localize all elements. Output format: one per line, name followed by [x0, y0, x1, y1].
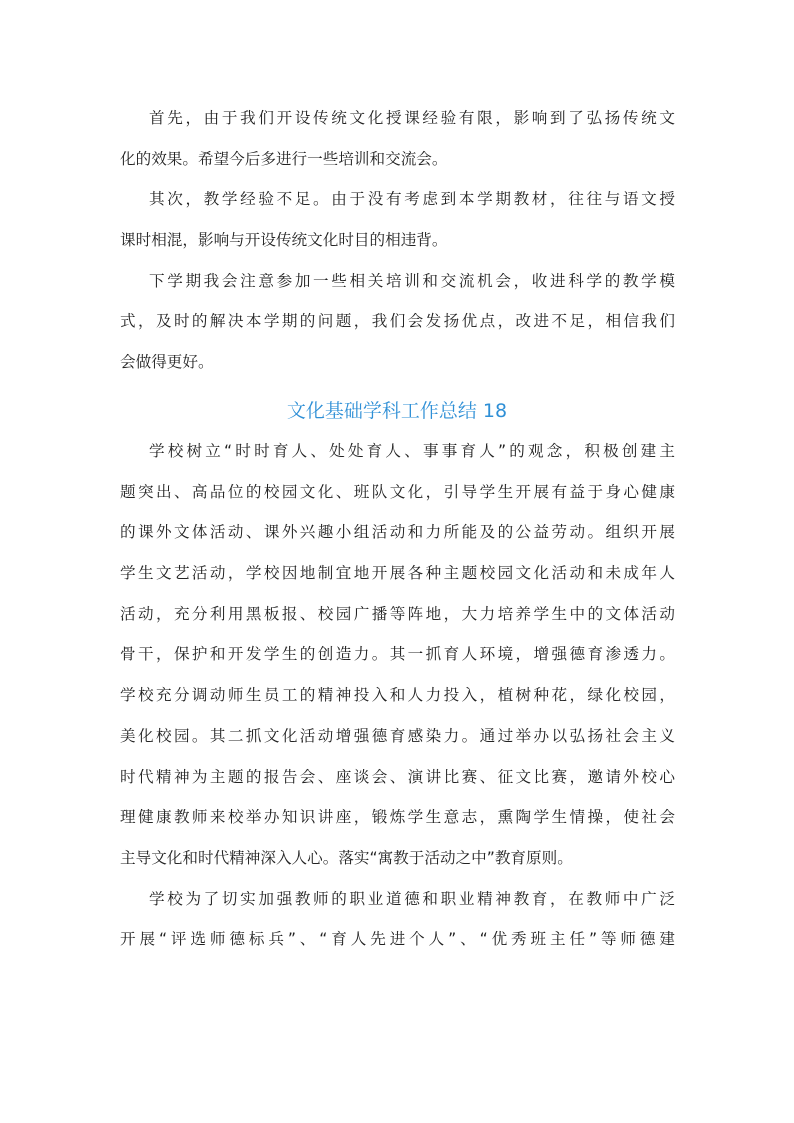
- paragraph-line: 化的效果。希望今后多进行一些培训和交流会。: [120, 149, 448, 168]
- paragraph: [120, 261, 675, 383]
- paragraph-line: 学生文艺活动，学校因地制宜地开展各种主题校园文化活动和未成年人: [120, 564, 675, 583]
- paragraph-line: 主导文化和时代精神深入人心。落实“寓教于活动之中”教育原则。: [120, 848, 573, 867]
- paragraph-line: 式，及时的解决本学期的问题，我们会发扬优点，改进不足，相信我们: [120, 312, 675, 331]
- paragraph: [120, 431, 675, 879]
- paragraph-line: 首先，由于我们开设传统文化授课经验有限，影响到了弘扬传统文: [149, 109, 675, 127]
- paragraph-line: 题突出、高品位的校园文化、班队文化，引导学生开展有益于身心健康: [120, 482, 675, 501]
- paragraph-line: 的课外文体活动、课外兴趣小组活动和力所能及的公益劳动。组织开展: [120, 523, 675, 542]
- paragraph: [120, 98, 675, 179]
- paragraph-line: 理健康教师来校举办知识讲座，锻炼学生意志，熏陶学生情操，使社会: [120, 808, 675, 827]
- section-heading: 文化基础学科工作总结 18: [286, 400, 508, 422]
- paragraph-line: 美化校园。其二抓文化活动增强德育感染力。通过举办以弘扬社会主义: [120, 726, 675, 745]
- paragraph-line: 学校树立“时时育人、处处育人、事事育人”的观念，积极创建主: [149, 442, 675, 460]
- paragraph: [120, 179, 675, 260]
- paragraph-line: 下学期我会注意参加一些相关培训和交流机会，收进科学的教学模: [149, 271, 675, 290]
- paragraph-line: 时代精神为主题的报告会、座谈会、演讲比赛、征文比赛，邀请外校心: [120, 767, 675, 786]
- paragraph-line: 活动，充分利用黑板报、校园广播等阵地，大力培养学生中的文体活动: [120, 604, 675, 623]
- paragraph-line: 学校充分调动师生员工的精神投入和人力投入，植树种花，绿化校园，: [120, 686, 675, 705]
- paragraph-line: 骨干，保护和开发学生的创造力。其一抓育人环境，增强德育渗透力。: [120, 645, 675, 664]
- paragraph-line: 课时相混，影响与开设传统文化时目的相违背。: [120, 231, 448, 250]
- paragraph-line: 会做得更好。: [120, 353, 214, 372]
- paragraph: [120, 879, 675, 960]
- top-section: [120, 98, 675, 383]
- paragraph-line: 学校为了切实加强教师的职业道德和职业精神教育，在教师中广泛: [149, 889, 675, 908]
- bottom-section: [120, 431, 675, 960]
- paragraph-line: 开展“评选师德标兵”、“育人先进个人”、“优秀班主任”等师德建: [120, 930, 675, 949]
- paragraph-line: 其次，教学经验不足。由于没有考虑到本学期教材，往往与语文授: [149, 190, 675, 209]
